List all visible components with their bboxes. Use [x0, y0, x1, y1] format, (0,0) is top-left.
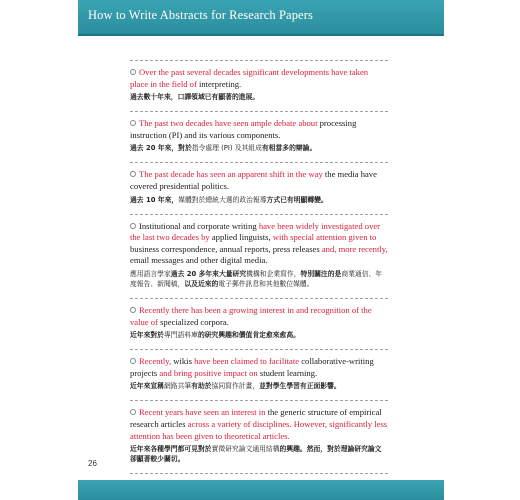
sentence-text: the media have covered presidential politics.	[130, 169, 377, 191]
chinese-translation	[130, 143, 388, 153]
example-list	[130, 60, 388, 474]
translation-text: 商業通信、年度報告、新聞稿，	[130, 269, 383, 288]
chinese-translation	[130, 330, 388, 340]
chinese-translation	[130, 381, 388, 391]
example-entry	[130, 214, 388, 298]
english-sentence	[130, 169, 388, 192]
translation-bold-text: 特別關注的是	[300, 269, 342, 278]
translation-bold-text: 以及近來的	[184, 279, 219, 288]
translation-text: 網路共筆	[163, 382, 192, 391]
highlighted-phrase: and bring positive impact on	[157, 367, 258, 378]
highlighted-phrase: across a variety of disciplines. However, significantly less attention has been given to theoretical articles.	[130, 418, 388, 441]
chinese-translation	[130, 195, 388, 205]
circle-bullet-icon	[130, 358, 136, 364]
translation-text: 媒體對於總統大選的政治報導	[178, 195, 267, 204]
translation-text: 專門語料庫	[163, 331, 198, 340]
translation-bold-text: 近年來對於	[130, 331, 164, 340]
highlighted-phrase: with special attention given to	[270, 232, 377, 243]
translation-text: 電子郵件訊息和其他數位媒體。	[218, 279, 314, 288]
sentence-text: collaborative-writing projects	[130, 356, 374, 378]
translation-text: 實徵研究論文通用結構	[211, 445, 280, 454]
chinese-translation	[130, 269, 388, 289]
circle-bullet-icon	[130, 171, 136, 177]
translation-text: 應用語言學家	[130, 269, 171, 278]
english-sentence	[130, 407, 388, 442]
example-entry	[130, 298, 388, 349]
example-entry	[130, 111, 388, 162]
translation-bold-text: 過去 20 年來，對於	[130, 144, 192, 153]
highlighted-phrase: The past decade has seen an apparent shift in the way	[139, 169, 323, 180]
highlighted-phrase: Over the past several decades significant developments have taken place in the field of	[130, 67, 369, 89]
translation-text: 機構和企業寫作，	[246, 269, 301, 278]
translation-bold-text: 有助於	[191, 382, 212, 391]
english-sentence	[130, 118, 388, 141]
chinese-translation	[130, 444, 388, 464]
circle-bullet-icon	[130, 307, 136, 313]
sentence-text: email messages and other digital media.	[130, 255, 268, 266]
sentence-text: processing instruction (PI) and its various components.	[130, 118, 357, 140]
sentence-text: interpreting.	[196, 78, 242, 89]
english-sentence	[130, 356, 388, 379]
translation-bold-text: 的興趣。然而，對於理論研究論文卻顯著較少關切。	[130, 445, 382, 464]
page-number: 26	[88, 459, 97, 468]
translation-bold-text: 近年來宣稱	[130, 382, 164, 391]
example-entry	[130, 162, 388, 213]
english-sentence	[130, 305, 388, 328]
example-entry	[130, 349, 388, 400]
circle-bullet-icon	[130, 409, 136, 415]
highlighted-phrase: Recent years have seen an interest in	[139, 407, 266, 418]
translation-bold-text: 的研究興趣和價值肯定愈來愈高。	[197, 331, 300, 340]
highlighted-phrase: Recently,	[139, 356, 172, 367]
header-title: How to Write Abstracts for Research Papers	[88, 8, 313, 22]
sentence-text: student learning.	[257, 367, 318, 378]
book-page	[78, 0, 444, 500]
translation-text: 協同寫作計畫，	[211, 382, 260, 391]
translation-text: 指令處理 (PI) 及其組成	[191, 144, 262, 153]
highlighted-phrase: The past two decades have seen ample debate about	[139, 118, 318, 129]
example-entry	[130, 60, 388, 111]
circle-bullet-icon	[130, 223, 136, 229]
translation-bold-text: 並對學生學習有正面影響。	[259, 382, 341, 391]
highlighted-phrase: have been claimed to facilitate	[191, 356, 300, 367]
sentence-text: Institutional and corporate writing	[139, 220, 257, 231]
translation-bold-text: 近年來各種學門都可見對於	[130, 445, 212, 454]
translation-bold-text: 過去 10 年來，	[130, 195, 179, 204]
translation-bold-text: 過去數十年來，口譯領域已有顯著的進展。	[130, 93, 260, 102]
page-header-bar	[78, 0, 444, 36]
sentence-text: specialized corpora.	[157, 316, 229, 327]
sentence-text: applied linguists,	[209, 232, 271, 243]
circle-bullet-icon	[130, 120, 136, 126]
sentence-text: business correspondence, annual reports, press releases	[130, 243, 320, 254]
chinese-translation	[130, 92, 388, 102]
page-footer-bar	[78, 480, 444, 500]
translation-bold-text: 有相當多的辯論。	[261, 144, 317, 153]
highlighted-phrase: Recently there has been a growing interest in and recognition of the value of	[130, 304, 372, 327]
translation-bold-text: 過去 20 多年來大量研究	[170, 269, 247, 278]
example-entry	[130, 400, 388, 474]
sentence-text: wikis	[171, 356, 192, 367]
sentence-text: the generic structure of empirical research articles	[130, 407, 382, 429]
circle-bullet-icon	[130, 69, 136, 75]
translation-bold-text: 方式已有明顯轉變。	[266, 195, 328, 204]
highlighted-phrase: have been widely investigated over the last two decades by	[130, 220, 381, 243]
highlighted-phrase: and, more recently,	[319, 243, 388, 254]
english-sentence	[130, 67, 388, 90]
english-sentence	[130, 221, 388, 267]
